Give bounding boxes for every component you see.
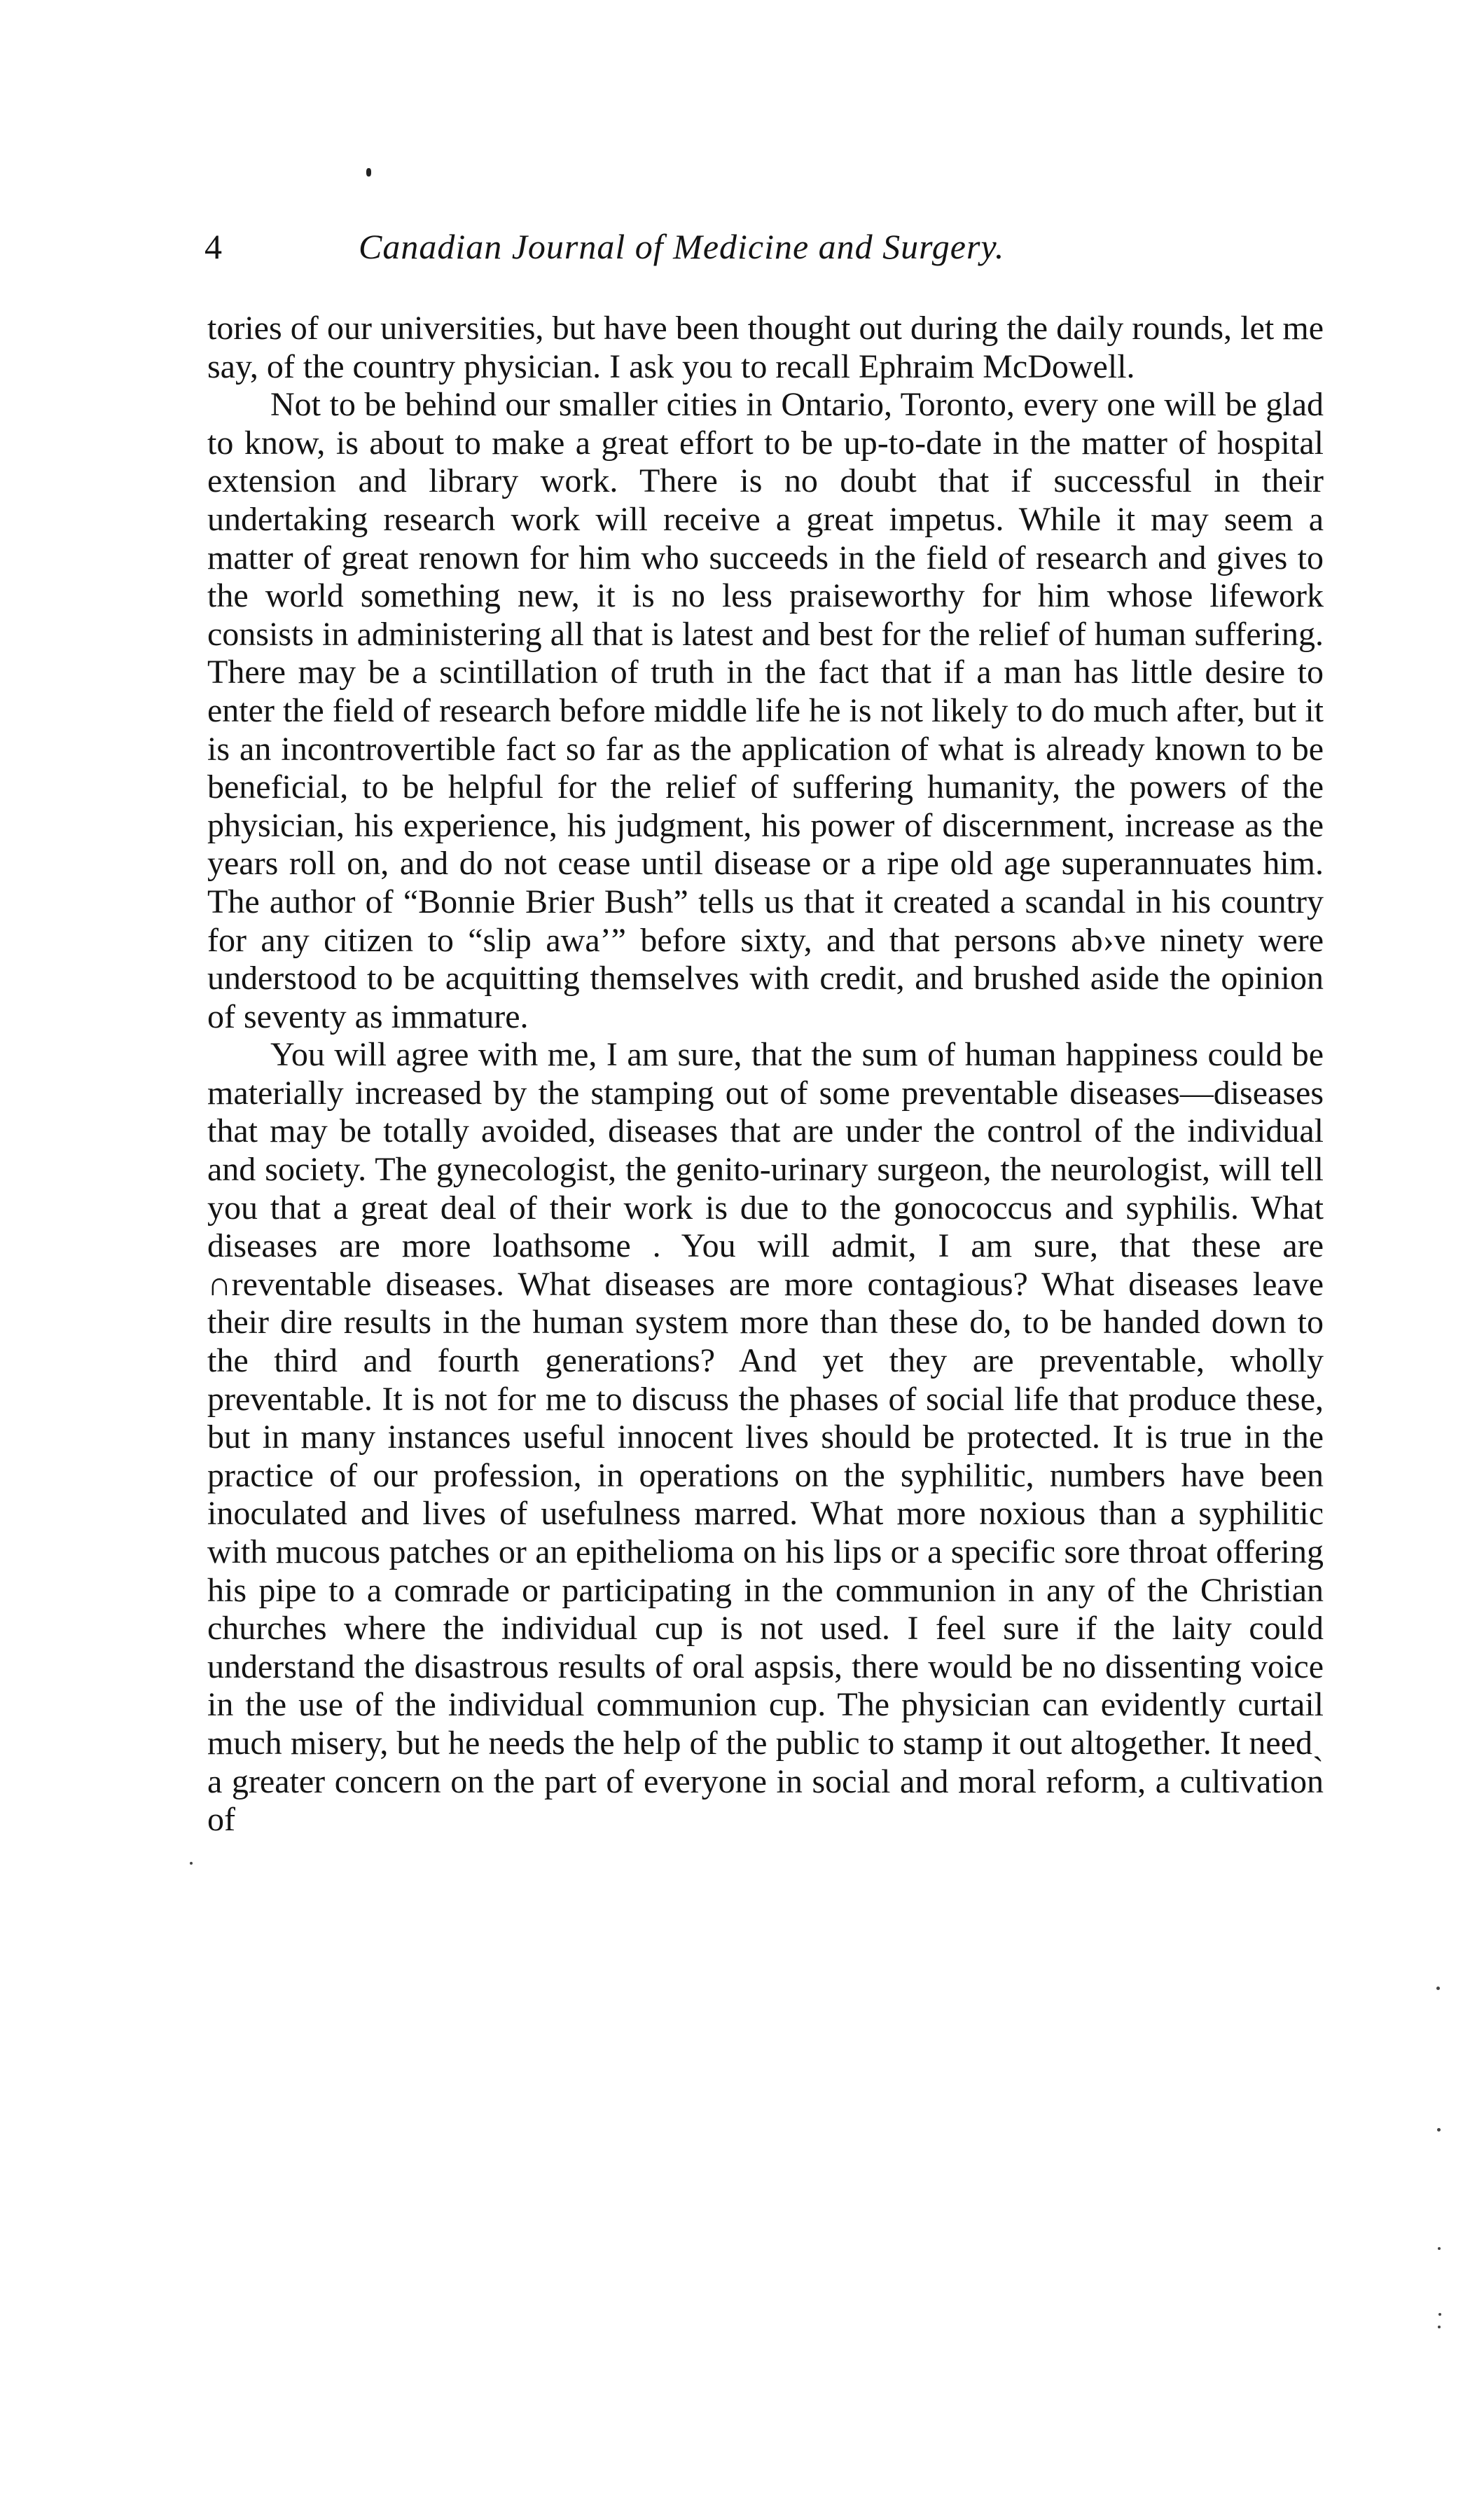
paragraph-preventable-diseases: You will agree with me, I am sure, that the sum of human happiness could be materially increased by the stamping out of some preventable diseases—diseases that may be totally avoided, diseases that are under the control of the individual and society. The gynecologist, the genito-urinary surgeon, the neurologist, will tell you that a great deal of their work is due to the gonococcus and syphilis. What diseases are more loathsome . You will admit, I am sure, that these are ∩reventable diseases. What diseases are more contagious? What diseases leave their dire results in the human system more than these do, to be handed down to the third and fourth generations? And yet they are preventable, wholly preventable. It is not for me to discuss the phases of social life that produce these, but in many instances useful innocent lives should be protected. It is true in the practice of our profession, in operations on the syphilitic, numbers have been inoculated and lives of usefulness marred. What more noxious than a syphilitic with mucous patches or an epithelioma on his lips or a specific sore throat offering his pipe to a comrade or participating in the communion in any of the Christian churches where the individual cup is not used. I feel sure if the laity could understand the disastrous results of oral aspsis, there would be no dissenting voice in the use of the individual communion cup. The physician can evidently curtail much misery, but he needs the help of the public to stamp it out altogether. It needˎ a greater concern on the part of everyone in social and moral reform, a cultivation of <box>207 1036 1324 1839</box>
ink-speck <box>366 168 371 177</box>
margin-dot <box>190 1862 193 1865</box>
article-body <box>207 310 1324 1839</box>
page-number: 4 <box>204 227 222 266</box>
margin-dot <box>1438 2247 1441 2250</box>
margin-dot <box>1436 1987 1440 1990</box>
running-head <box>204 219 1325 275</box>
paragraph-continuation: tories of our universities, but have been thought out during the daily rounds, let me say, of the country physician. I ask you to recall Ephraim McDowell. <box>207 310 1324 385</box>
margin-dot <box>1438 2313 1441 2316</box>
paragraph-toronto: Not to be behind our smaller cities in Ontario, Toronto, every one will be glad to know, is about to make a great effort to be up-to-date in the matter of hospital extension and library work. There is no doubt that if successful in their undertaking research work will receive a great impetus. While it may seem a matter of great renown for him who succeeds in the field of research and gives to the world something new, it is no less praiseworthy for him whose lifework consists in administering all that is latest and best for the relief of human suffering. There may be a scintillation of truth in the fact that if a man has little desire to enter the field of research before middle life he is not likely to do much after, but it is an incontrovertible fact so far as the application of what is already known to be beneficial, to be helpful for the relief of suffering humanity, the powers of the physician, his experience, his judgment, his power of discernment, increase as the years roll on, and do not cease until disease or a ripe old age superannuates him. The author of “Bonnie Brier Bush” tells us that it created a scandal in his country for any citizen to “slip awa’” before sixty, and that persons ab›ve ninety were understood to be acquitting themselves with credit, and brushed aside the opinion of seventy as immature. <box>207 386 1324 1035</box>
margin-dot <box>1438 2326 1441 2328</box>
journal-title: Canadian Journal of Medicine and Surgery. <box>359 227 1005 266</box>
margin-dot <box>1437 2128 1441 2132</box>
